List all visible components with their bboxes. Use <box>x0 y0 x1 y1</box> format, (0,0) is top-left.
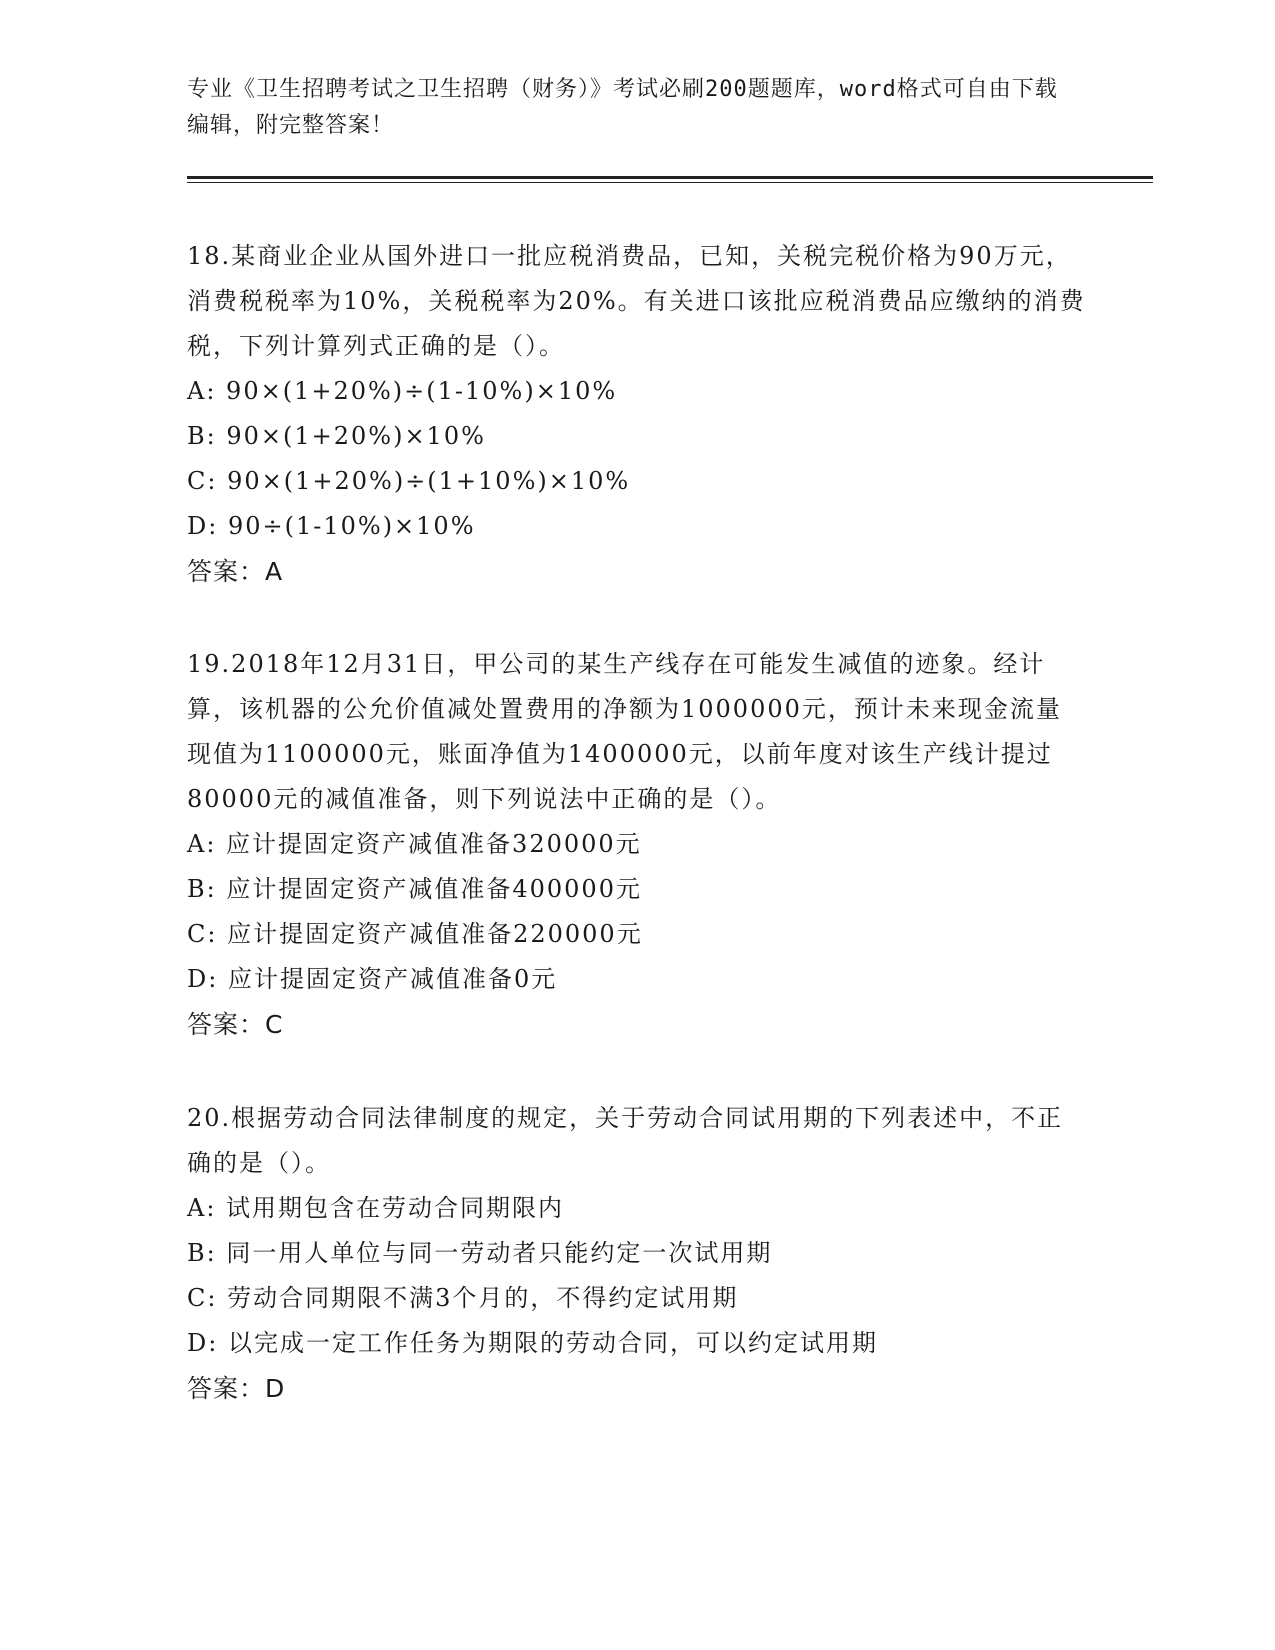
option-a: A: 应计提固定资产减值准备320000元 <box>187 830 642 858</box>
option-d: D: 应计提固定资产减值准备0元 <box>187 965 558 993</box>
option-d: D: 以完成一定工作任务为期限的劳动合同，可以约定试用期 <box>187 1329 878 1357</box>
option-b: B: 同一用人单位与同一劳动者只能约定一次试用期 <box>187 1239 773 1267</box>
question-18 <box>187 234 1087 594</box>
question-stem: 20.根据劳动合同法律制度的规定，关于劳动合同试用期的下列表述中，不正确的是（）。 <box>187 1104 1064 1177</box>
option-c: C: 应计提固定资产减值准备220000元 <box>187 920 643 948</box>
answer: 答案：C <box>187 1010 284 1039</box>
question-stem: 18.某商业企业从国外进口一批应税消费品，已知，关税完税价格为90万元，消费税税率为10%，关税税率为20%。有关进口该批应税消费品应缴纳的消费税，下列计算列式正确的是（）。 <box>187 242 1086 360</box>
option-b: B: 应计提固定资产减值准备400000元 <box>187 875 642 903</box>
option-c: C: 90×(1+20%)÷(1+10%)×10% <box>187 467 631 495</box>
option-a: A: 试用期包含在劳动合同期限内 <box>187 1194 565 1222</box>
option-b: B: 90×(1+20%)×10% <box>187 422 486 450</box>
question-19 <box>187 642 1087 1047</box>
question-stem: 19.2018年12月31日，甲公司的某生产线存在可能发生减值的迹象。经计算，该机器的公允价值减处置费用的净额为1000000元，预计未来现金流量现值为1100000元，账面净值为1400000元，以前年度对该生产线计提过80000元的减值准备，则下列说法中正确的是（）。 <box>187 650 1062 813</box>
header-rule-thin <box>187 182 1153 183</box>
document-header: 专业《卫生招聘考试之卫生招聘（财务）》考试必刷200题题库，word格式可自由下载编辑，附完整答案！ <box>187 77 1058 138</box>
question-20 <box>187 1096 1087 1411</box>
option-a: A: 90×(1+20%)÷(1-10%)×10% <box>187 377 618 405</box>
answer: 答案：A <box>187 557 284 586</box>
option-d: D: 90÷(1-10%)×10% <box>187 512 476 540</box>
option-c: C: 劳动合同期限不满3个月的，不得约定试用期 <box>187 1284 739 1312</box>
answer: 答案：D <box>187 1374 286 1403</box>
header-rule-thick <box>187 176 1153 179</box>
